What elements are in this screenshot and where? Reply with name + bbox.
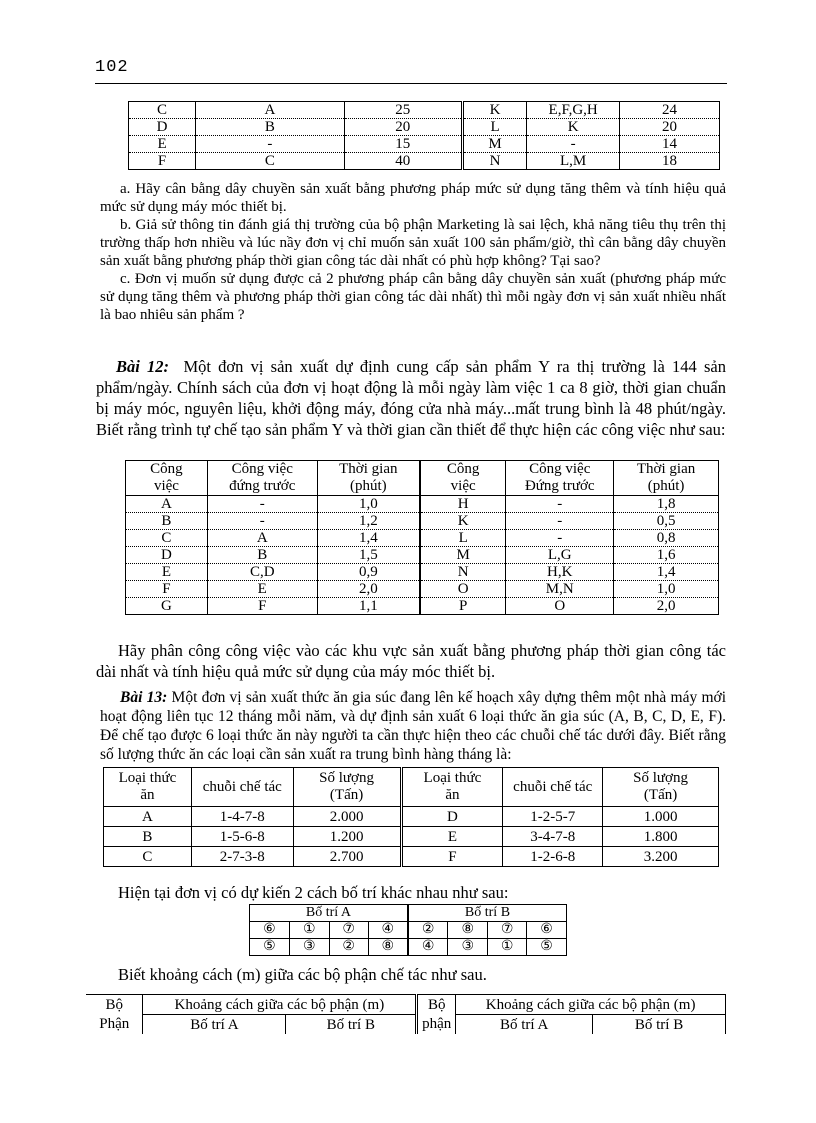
column-header-line: Công việc [231,461,293,477]
layout-cell: ⑧ [448,922,488,939]
table-cell: M [420,547,506,564]
bai12-text: Một đơn vị sản xuất dự định cung cấp sản phẩm Y ra thị trường là 144 sản phẩm/ngày. Chính sách của đơn vị hoạt động là mỗi ngày làm việc 1 ca 8 giờ, thời gian chuẩn bị máy móc, nguyên liệu, khởi động máy, đóng cửa nhà máy...mất trung bình là 48 phút/ngày. Biết rằng trình tự chế tạo sản phẩm Y và thời gian cần thiết để thực hiện các công việc như sau: [96,357,726,439]
table-cell: E [401,827,503,847]
table-cell: L [420,530,506,547]
column-header-line: Thời gian [636,461,696,477]
table-cell: F [129,153,196,170]
distance-intro: Biết khoảng cách (m) giữa các bộ phận chế tác như sau. [118,965,487,984]
table-cell: L,M [527,153,620,170]
table-cell: 20 [620,119,720,136]
table-cell: O [420,581,506,598]
column-header [614,461,719,496]
layout-cell: ③ [448,939,488,956]
table-cell: - [506,496,614,513]
layout-cell: ② [329,939,368,956]
dist-left-group: Khoảng cách giữa các bộ phận (m) [143,995,417,1015]
table-cell: K [420,513,506,530]
table-cell: L,G [506,547,614,564]
table-distances [86,994,726,1034]
column-header-line: (phút) [647,478,685,494]
table-cell: 24 [620,102,720,119]
column-header-line: ăn [445,787,460,803]
table-cell: 1,8 [614,496,719,513]
table-cell: 2,0 [317,581,420,598]
layout-cell: ⑧ [368,939,408,956]
layout-row [250,939,567,956]
table-row [129,153,720,170]
table-row [126,496,719,513]
column-header-line: Loại thức [118,770,177,786]
table-cell: E,F,G,H [527,102,620,119]
column-header-line: đứng trước [229,478,296,494]
table-cell: 3-4-7-8 [503,827,603,847]
table-row [126,564,719,581]
table-cell: 0,9 [317,564,420,581]
table-cell: 1,2 [317,513,420,530]
table-cell: N [462,153,526,170]
column-header-line: Số lượng [319,770,374,786]
table-bai13-products [103,767,719,867]
dist-sub-b2: Bố trí B [593,1015,726,1035]
column-header-line: (Tấn) [643,787,678,803]
table-cell: - [527,136,620,153]
table-cell: M [462,136,526,153]
table-row [129,102,720,119]
table-cell: 2,0 [614,598,719,615]
header-rule [95,83,727,84]
column-header-line: việc [450,478,476,494]
table-cell: B [196,119,345,136]
column-header [503,768,603,807]
table-row [104,827,719,847]
layout-cell: ② [408,922,448,939]
dist-right-col-h1: Bộ [417,995,456,1015]
layout-cell: ⑤ [527,939,567,956]
table-cell: 1,1 [317,598,420,615]
dist-left-col-h1: Bộ [86,995,143,1015]
table-row [129,119,720,136]
table-cell: G [126,598,208,615]
column-header [104,768,192,807]
table-cell: 1.000 [603,807,719,827]
table-cell: L [462,119,526,136]
table-cell: F [207,598,317,615]
column-header-line: chuỗi chế tác [513,778,593,795]
column-header [191,768,293,807]
table-cell: 20 [344,119,462,136]
bai12-label: Bài 12: [116,357,170,376]
column-header-line: Số lượng [633,770,688,786]
table-bai12 [125,460,719,615]
table-cell: 40 [344,153,462,170]
table-cell: 1,4 [317,530,420,547]
table-cell: C [196,153,345,170]
table-cell: O [506,598,614,615]
table-row [126,598,719,615]
table-cell: - [506,513,614,530]
table-row [129,136,720,153]
table-cell: 3.200 [603,847,719,867]
layout-cell: ④ [408,939,448,956]
column-header-line: Loại thức [423,770,482,786]
layout-cell: ④ [368,922,408,939]
table-cell: M,N [506,581,614,598]
column-header [207,461,317,496]
table-cell: D [126,547,208,564]
layout-cell: ⑦ [329,922,368,939]
column-header-line: việc [153,478,179,494]
bai13-intro [100,688,726,764]
table-cell: 1-2-5-7 [503,807,603,827]
dist-sub-a2: Bố trí A [456,1015,593,1035]
layout-b-header: Bố trí B [408,905,567,922]
table-cell: C [129,102,196,119]
column-header [317,461,420,496]
question-a: a. Hãy cân bằng dây chuyền sản xuất bằng phương pháp mức sử dụng tăng thêm và tính hiệu quả mức sử dụng máy móc thiết bị. [100,181,726,215]
page-number: 102 [95,58,129,77]
table-cell: 1,6 [614,547,719,564]
column-header [126,461,208,496]
table-cell: B [207,547,317,564]
table-header-row [104,768,719,807]
table-cell: - [506,530,614,547]
table-row [126,513,719,530]
layout-intro: Hiện tại đơn vị có dự kiến 2 cách bố trí khác nhau như sau: [118,883,509,902]
table-bai11-continued [128,101,720,170]
table-cell: 0,5 [614,513,719,530]
column-header-line: Công việc [529,461,591,477]
table-cell: A [207,530,317,547]
dist-right-group: Khoảng cách giữa các bộ phận (m) [456,995,726,1015]
table-cell: 15 [344,136,462,153]
column-header-line: Công [446,461,480,477]
table-cell: - [207,513,317,530]
table-cell: 2.700 [293,847,401,867]
column-header-line: (Tấn) [329,787,364,803]
table-cell: 25 [344,102,462,119]
table-cell: A [104,807,192,827]
layout-row [250,922,567,939]
layout-cell: ⑥ [250,922,290,939]
table-row [104,807,719,827]
column-header [401,768,503,807]
table-cell: 14 [620,136,720,153]
table-cell: B [126,513,208,530]
dist-right-col-h2: phận [417,1015,456,1035]
column-header-line: chuỗi chế tác [202,778,282,795]
table-cell: F [126,581,208,598]
table-cell: E [129,136,196,153]
questions-bai11 [100,180,726,324]
table-cell: 1,0 [614,581,719,598]
table-cell: A [196,102,345,119]
column-header [293,768,401,807]
column-header-line: Đứng trước [524,478,595,494]
layout-cell: ⑦ [488,922,527,939]
table-cell: B [104,827,192,847]
column-header-line: ăn [140,787,155,803]
table-cell: C,D [207,564,317,581]
table-cell: - [207,496,317,513]
bai13-text: Một đơn vị sản xuất thức ăn gia súc đang lên kế hoạch xây dựng thêm một nhà máy mới hoạt động liên tục 12 tháng mỗi năm, và dự định sản xuất 6 loại thức ăn gia súc (A, B, C, D, E, F). Để chế tạo được 6 loại thức ăn này người ta cần thực hiện theo các chuỗi chế tác dưới đây. Biết rằng số lượng thức ăn các loại cần sản xuất ra trung bình hàng tháng là: [100,689,727,763]
table-cell: 2.000 [293,807,401,827]
table-cell: A [126,496,208,513]
dist-sub-a1: Bố trí A [143,1015,286,1035]
column-header [506,461,614,496]
question-c: c. Đơn vị muốn sử dụng được cả 2 phương pháp cân bằng dây chuyền sản xuất (phương pháp mức sử dụng tăng thêm và phương pháp thời gian công tác dài nhất) thì mỗi ngày đơn vị sản xuất nhiều nhất là bao nhiêu sản phẩm ? [100,271,726,323]
table-row [126,547,719,564]
table-cell: E [126,564,208,581]
column-header-line: Thời gian [339,461,398,477]
table-cell: 1,4 [614,564,719,581]
table-row [104,847,719,867]
column-header [420,461,506,496]
table-cell: 1,0 [317,496,420,513]
layout-cell: ③ [289,939,329,956]
bai12-task: Hãy phân công công việc vào các khu vực sản xuất bằng phương pháp thời gian công tác dài nhất và tính hiệu quả mức sử dụng của máy móc thiết bị. [96,641,726,681]
table-cell: F [401,847,503,867]
table-cell: 1.200 [293,827,401,847]
layout-cell: ① [289,922,329,939]
table-header-row [126,461,719,496]
table-cell: 1,5 [317,547,420,564]
table-cell: 18 [620,153,720,170]
column-header-line: (phút) [349,478,387,494]
table-cell: C [126,530,208,547]
table-cell: D [401,807,503,827]
table-cell: 1.800 [603,827,719,847]
table-cell: P [420,598,506,615]
bai13-label: Bài 13: [120,689,168,706]
column-header-line: Công [150,461,183,477]
column-header [603,768,719,807]
dist-left-col-h2: Phận [86,1015,143,1035]
table-cell: E [207,581,317,598]
table-cell: 0,8 [614,530,719,547]
table-cell: 2-7-3-8 [191,847,293,867]
bai12-intro [96,356,726,440]
table-row [126,581,719,598]
table-cell: 1-4-7-8 [191,807,293,827]
table-cell: N [420,564,506,581]
table-cell: 1-2-6-8 [503,847,603,867]
dist-sub-b1: Bố trí B [286,1015,417,1035]
layout-cell: ⑤ [250,939,290,956]
table-layouts [249,904,567,956]
table-cell: 1-5-6-8 [191,827,293,847]
layout-cell: ⑥ [527,922,567,939]
table-row [126,530,719,547]
layout-cell: ① [488,939,527,956]
question-b: b. Giả sử thông tin đánh giá thị trường của bộ phận Marketing là sai lệch, khả năng tiêu thụ trên thị trường thấp hơn nhiều và lúc nầy đơn vị chỉ muốn sản xuất 100 sản phẩm/giờ, thì cân bằng dây chuyền sản xuất bằng phương pháp thời gian công tác dài nhất có phù hợp không? Tại sao? [100,217,726,269]
layout-a-header: Bố trí A [250,905,408,922]
table-cell: H [420,496,506,513]
table-cell: K [527,119,620,136]
table-cell: - [196,136,345,153]
table-cell: C [104,847,192,867]
table-cell: K [462,102,526,119]
table-cell: D [129,119,196,136]
table-cell: H,K [506,564,614,581]
